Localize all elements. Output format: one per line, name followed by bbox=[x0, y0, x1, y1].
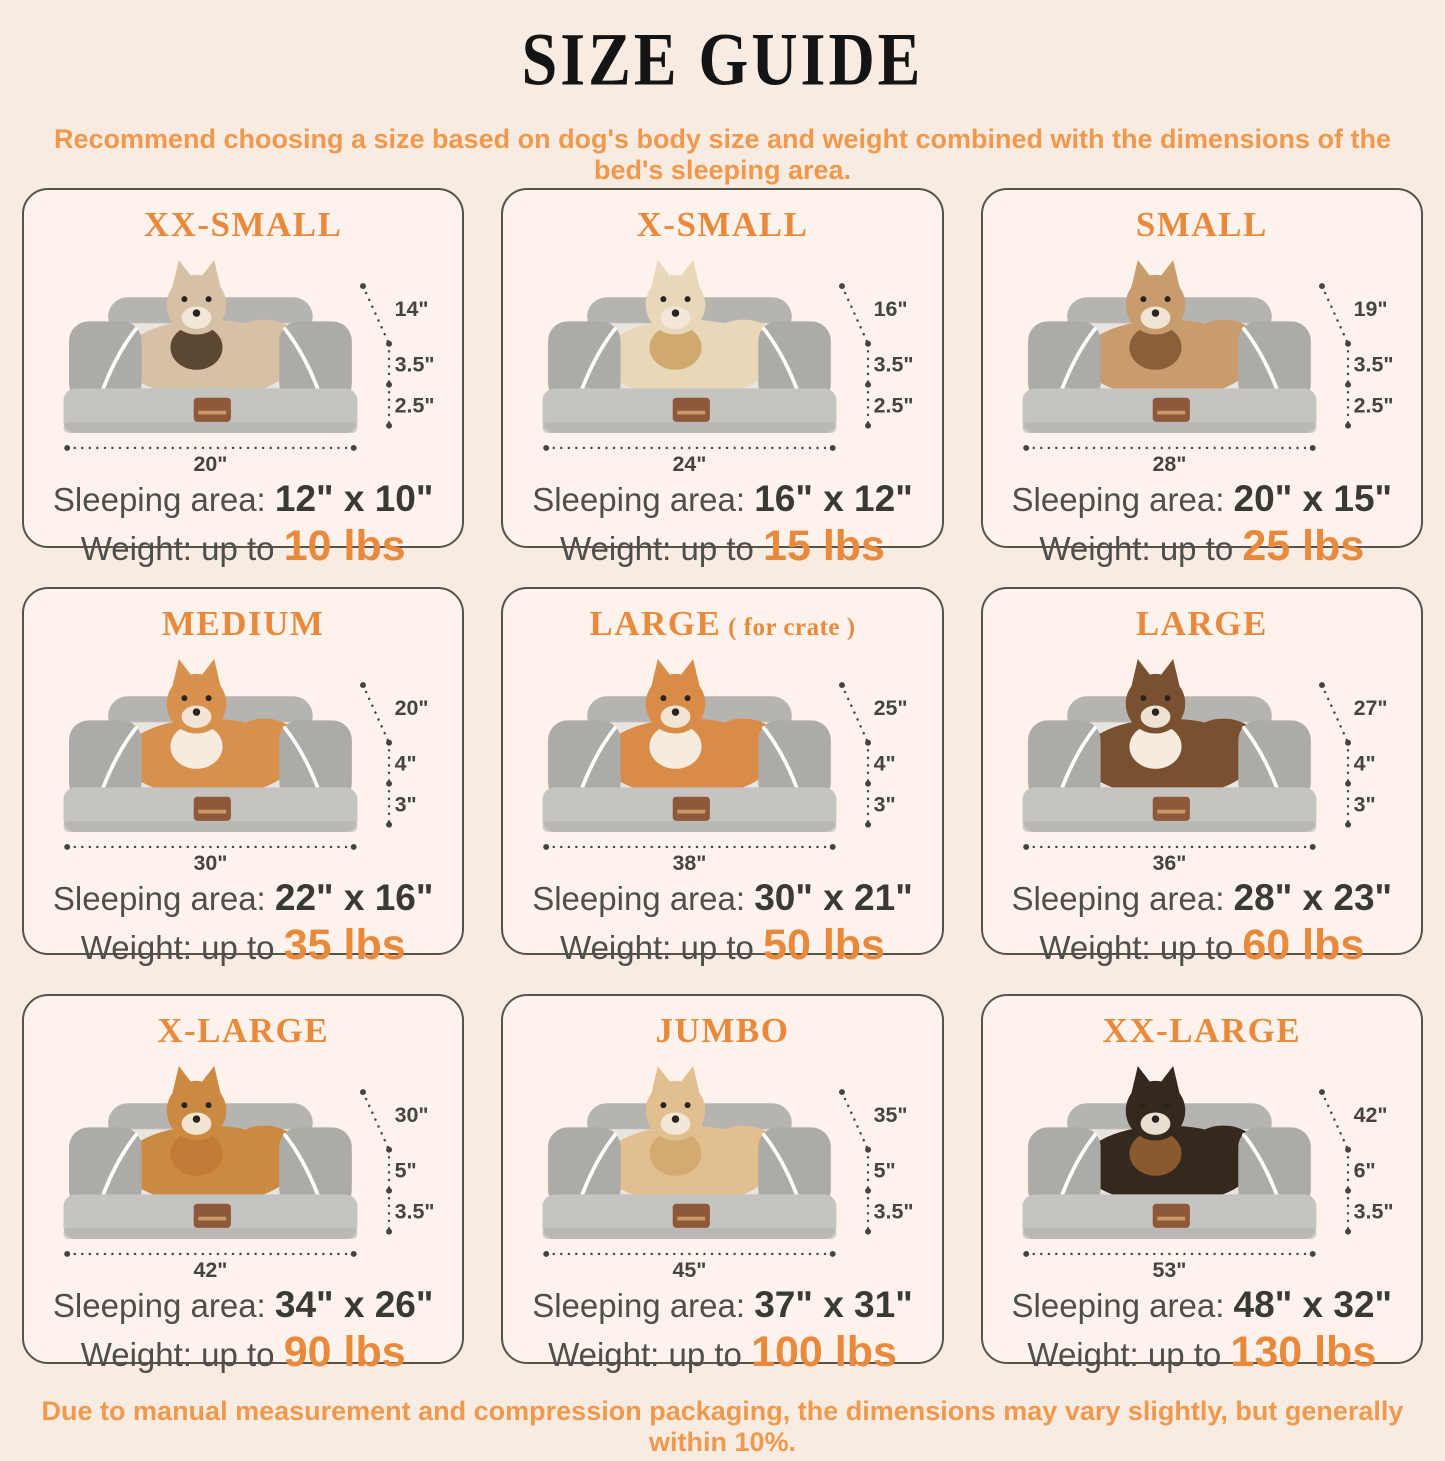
page-footnote: Due to manual measurement and compression packaging, the dimensions may vary slightly, but generally within 10%. bbox=[41, 1396, 1404, 1457]
weight-label: Weight: bbox=[560, 530, 672, 568]
size-label: XX-LARGE bbox=[1102, 1011, 1302, 1050]
weight-value: 60 lbs bbox=[1242, 921, 1365, 970]
size-card-title bbox=[162, 605, 325, 644]
weight-upto-label: up to bbox=[201, 530, 275, 568]
brand-patch bbox=[673, 796, 710, 820]
size-card-x-small bbox=[501, 188, 943, 571]
pet-eye-left bbox=[1140, 1102, 1146, 1108]
length-dim-line bbox=[1322, 1092, 1348, 1150]
brand-patch-stripe bbox=[199, 1216, 227, 1220]
length-dim-label: 27" bbox=[1353, 695, 1388, 720]
weight-upto-label: up to bbox=[201, 929, 275, 967]
bed-illustration bbox=[1002, 1053, 1402, 1280]
pet-nose bbox=[672, 1115, 679, 1122]
bed-diagram bbox=[1002, 646, 1402, 873]
sleeping-area-line bbox=[532, 477, 913, 521]
sleeping-area-value: 16" x 12" bbox=[754, 477, 913, 519]
pet-nose bbox=[1152, 1115, 1159, 1122]
pet-eye-left bbox=[1140, 695, 1146, 701]
pet-eye-left bbox=[661, 296, 667, 302]
sleeping-area-label: Sleeping area: bbox=[52, 879, 266, 917]
size-label: X-LARGE bbox=[157, 1011, 330, 1050]
size-card-title bbox=[1136, 206, 1268, 245]
size-label: JUMBO bbox=[655, 1011, 790, 1050]
sleeping-area-value: 20" x 15" bbox=[1233, 477, 1393, 519]
size-card-large bbox=[981, 587, 1423, 970]
weight-value: 90 lbs bbox=[283, 1328, 406, 1377]
bed-base-shadow bbox=[1022, 820, 1316, 831]
brand-patch-stripe bbox=[199, 410, 227, 414]
size-label: LARGE bbox=[1135, 604, 1268, 643]
weight-label: Weight: bbox=[80, 530, 192, 568]
pet-eye-right bbox=[206, 1102, 212, 1108]
brand-patch bbox=[673, 397, 710, 421]
bed-diagram bbox=[1002, 247, 1402, 474]
size-card-medium bbox=[22, 587, 464, 970]
width-dim-label: 42" bbox=[193, 1257, 228, 1280]
bolster-height-label: 6" bbox=[1353, 1158, 1376, 1183]
width-dim-label: 28" bbox=[1152, 451, 1187, 474]
width-dim-label: 53" bbox=[1152, 1257, 1187, 1280]
length-dim-label: 30" bbox=[394, 1102, 429, 1127]
size-card-xx-small bbox=[22, 188, 464, 571]
bed-illustration bbox=[43, 247, 443, 474]
weight-label: Weight: bbox=[80, 1336, 192, 1374]
weight-line bbox=[1027, 1328, 1376, 1377]
length-dim-label: 20" bbox=[394, 695, 429, 720]
brand-patch-stripe bbox=[678, 410, 706, 414]
brand-patch bbox=[1153, 1203, 1190, 1227]
base-height-label: 3.5" bbox=[394, 1199, 435, 1224]
bed-illustration bbox=[522, 1053, 922, 1280]
size-label: XX-SMALL bbox=[143, 205, 343, 244]
bolster-height-label: 4" bbox=[1353, 751, 1376, 776]
sleeping-area-label: Sleeping area: bbox=[1011, 879, 1225, 917]
brand-patch-stripe bbox=[1157, 1216, 1185, 1220]
brand-patch-stripe bbox=[1157, 809, 1185, 813]
pet-eye-right bbox=[206, 296, 212, 302]
brand-patch-stripe bbox=[199, 809, 227, 813]
bolster-height-label: 3.5" bbox=[874, 352, 914, 377]
pet-eye-right bbox=[685, 695, 691, 701]
length-dim-label: 16" bbox=[874, 296, 909, 321]
weight-label: Weight: bbox=[1027, 1336, 1139, 1374]
pet-nose bbox=[193, 1115, 200, 1122]
sleeping-area-line bbox=[53, 477, 434, 521]
bed-diagram bbox=[522, 247, 922, 474]
bed-diagram bbox=[522, 1053, 922, 1280]
bed-illustration bbox=[1002, 247, 1402, 474]
pet-nose bbox=[193, 708, 200, 715]
sleeping-area-value: 48" x 32" bbox=[1233, 1283, 1393, 1325]
pet-nose bbox=[1152, 708, 1159, 715]
size-card-large bbox=[501, 587, 943, 970]
weight-upto-label: up to bbox=[1147, 1336, 1222, 1374]
base-height-label: 3.5" bbox=[1353, 1199, 1394, 1224]
sleeping-area-label: Sleeping area: bbox=[52, 1286, 266, 1324]
weight-upto-label: up to bbox=[1159, 530, 1234, 568]
weight-line bbox=[560, 921, 885, 970]
weight-value: 35 lbs bbox=[283, 921, 406, 970]
sleeping-area-value: 30" x 21" bbox=[754, 876, 913, 918]
base-height-label: 3" bbox=[874, 792, 897, 817]
bed-diagram bbox=[1002, 1053, 1402, 1280]
sleeping-area-label: Sleeping area: bbox=[532, 879, 746, 917]
sleeping-area-label: Sleeping area: bbox=[1011, 1286, 1225, 1324]
sleeping-area-value: 34" x 26" bbox=[274, 1283, 434, 1325]
pet-eye-right bbox=[1164, 1102, 1170, 1108]
bed-base-shadow bbox=[1022, 421, 1316, 432]
length-dim-line bbox=[1322, 286, 1348, 344]
sleeping-area-line bbox=[1012, 876, 1393, 920]
size-card-x-large bbox=[22, 994, 464, 1377]
width-dim-label: 30" bbox=[193, 850, 228, 873]
weight-label: Weight: bbox=[560, 929, 672, 967]
length-dim-line bbox=[1322, 685, 1348, 743]
pet-eye-left bbox=[182, 1102, 188, 1108]
bed-base-shadow bbox=[1022, 1227, 1316, 1238]
sleeping-area-value: 12" x 10" bbox=[274, 477, 434, 519]
size-card-jumbo bbox=[501, 994, 943, 1377]
weight-label: Weight: bbox=[80, 929, 192, 967]
length-dim-label: 35" bbox=[874, 1102, 909, 1127]
size-label: SMALL bbox=[1135, 205, 1268, 244]
weight-line bbox=[560, 522, 885, 571]
pet-eye-left bbox=[661, 695, 667, 701]
pet-eye-left bbox=[1140, 296, 1146, 302]
bolster-height-label: 5" bbox=[394, 1158, 417, 1183]
sleeping-area-value: 22" x 16" bbox=[274, 876, 434, 918]
sleeping-area-line bbox=[532, 1283, 913, 1327]
bolster-height-label: 3.5" bbox=[1353, 352, 1394, 377]
bed-illustration bbox=[522, 646, 922, 873]
sleeping-area-line bbox=[1012, 1283, 1393, 1327]
weight-value: 25 lbs bbox=[1242, 522, 1365, 571]
page-title: SIZE GUIDE bbox=[521, 17, 924, 101]
length-dim-line bbox=[842, 286, 868, 344]
sleeping-area-label: Sleeping area: bbox=[52, 480, 266, 518]
brand-patch bbox=[1153, 796, 1190, 820]
weight-value: 130 lbs bbox=[1230, 1328, 1377, 1377]
sleeping-area-value: 37" x 31" bbox=[754, 1283, 913, 1325]
length-dim-label: 19" bbox=[1353, 296, 1388, 321]
bed-base-shadow bbox=[64, 820, 358, 831]
base-height-label: 3.5" bbox=[874, 1199, 914, 1224]
bolster-height-label: 4" bbox=[394, 751, 417, 776]
pet-eye-right bbox=[206, 695, 212, 701]
pet-eye-left bbox=[182, 695, 188, 701]
pet-eye-right bbox=[685, 1102, 691, 1108]
page-subtitle: Recommend choosing a size based on dog's body size and weight combined with the dimensions of the bed's sleeping area. bbox=[53, 124, 1392, 185]
weight-label: Weight: bbox=[1039, 929, 1151, 967]
bed-base-shadow bbox=[64, 421, 358, 432]
bolster-height-label: 3.5" bbox=[394, 352, 435, 377]
sleeping-area-label: Sleeping area: bbox=[532, 1286, 746, 1324]
brand-patch bbox=[194, 397, 231, 421]
base-height-label: 2.5" bbox=[394, 393, 435, 418]
bed-base-shadow bbox=[543, 820, 837, 831]
weight-value: 50 lbs bbox=[763, 921, 885, 970]
sleeping-area-label: Sleeping area: bbox=[1011, 480, 1225, 518]
size-card-title bbox=[144, 206, 343, 245]
length-dim-label: 25" bbox=[874, 695, 909, 720]
length-dim-line bbox=[842, 1092, 868, 1150]
brand-patch bbox=[194, 796, 231, 820]
pet-nose bbox=[672, 309, 679, 316]
pet-eye-right bbox=[685, 296, 691, 302]
size-label: LARGE bbox=[589, 604, 722, 643]
bed-diagram bbox=[522, 646, 922, 873]
base-height-label: 3" bbox=[1353, 792, 1376, 817]
size-card-title bbox=[589, 605, 855, 644]
length-dim-line bbox=[363, 286, 389, 344]
size-label-suffix: ( for crate ) bbox=[721, 614, 856, 641]
length-dim-label: 14" bbox=[394, 296, 429, 321]
size-guide-grid bbox=[22, 188, 1423, 1377]
length-dim-line bbox=[363, 685, 389, 743]
bolster-height-label: 4" bbox=[874, 751, 897, 776]
length-dim-line bbox=[363, 1092, 389, 1150]
length-dim-label: 42" bbox=[1353, 1102, 1388, 1127]
pet-nose bbox=[1152, 309, 1159, 316]
weight-value: 15 lbs bbox=[763, 522, 885, 571]
size-card-title bbox=[637, 206, 809, 245]
weight-upto-label: up to bbox=[680, 530, 754, 568]
brand-patch-stripe bbox=[678, 1216, 706, 1220]
bolster-height-label: 5" bbox=[874, 1158, 897, 1183]
weight-value: 100 lbs bbox=[751, 1328, 897, 1377]
weight-upto-label: up to bbox=[201, 1336, 275, 1374]
bed-illustration bbox=[43, 1053, 443, 1280]
pet-nose bbox=[193, 309, 200, 316]
width-dim-label: 20" bbox=[193, 451, 228, 474]
weight-value: 10 lbs bbox=[283, 522, 406, 571]
weight-line bbox=[1039, 522, 1364, 571]
weight-upto-label: up to bbox=[668, 1336, 742, 1374]
size-label: X-SMALL bbox=[636, 205, 809, 244]
brand-patch bbox=[194, 1203, 231, 1227]
size-card-small bbox=[981, 188, 1423, 571]
width-dim-label: 45" bbox=[672, 1257, 707, 1280]
sleeping-area-line bbox=[1012, 477, 1393, 521]
pet-eye-right bbox=[1164, 296, 1170, 302]
size-card-title bbox=[1136, 605, 1268, 644]
bed-diagram bbox=[43, 247, 443, 474]
size-card-title bbox=[656, 1012, 790, 1051]
brand-patch-stripe bbox=[1157, 410, 1185, 414]
sleeping-area-line bbox=[53, 1283, 434, 1327]
bed-base-shadow bbox=[543, 421, 837, 432]
size-card-title bbox=[1102, 1012, 1301, 1051]
weight-label: Weight: bbox=[1039, 530, 1151, 568]
base-height-label: 2.5" bbox=[1353, 393, 1394, 418]
bed-base-shadow bbox=[64, 1227, 358, 1238]
pet-eye-left bbox=[661, 1102, 667, 1108]
weight-line bbox=[81, 522, 406, 571]
brand-patch bbox=[673, 1203, 710, 1227]
pet-eye-left bbox=[182, 296, 188, 302]
weight-line bbox=[81, 921, 406, 970]
weight-label: Weight: bbox=[548, 1336, 660, 1374]
pet-nose bbox=[672, 708, 679, 715]
sleeping-area-line bbox=[532, 876, 913, 920]
sleeping-area-value: 28" x 23" bbox=[1233, 876, 1393, 918]
length-dim-line bbox=[842, 685, 868, 743]
sleeping-area-label: Sleeping area: bbox=[532, 480, 746, 518]
bed-illustration bbox=[43, 646, 443, 873]
pet-eye-right bbox=[1164, 695, 1170, 701]
weight-line bbox=[548, 1328, 897, 1377]
width-dim-label: 36" bbox=[1152, 850, 1187, 873]
base-height-label: 2.5" bbox=[874, 393, 914, 418]
size-label: MEDIUM bbox=[161, 604, 325, 643]
size-card-title bbox=[157, 1012, 329, 1051]
bed-diagram bbox=[43, 646, 443, 873]
base-height-label: 3" bbox=[394, 792, 417, 817]
brand-patch-stripe bbox=[678, 809, 706, 813]
weight-upto-label: up to bbox=[680, 929, 754, 967]
width-dim-label: 38" bbox=[672, 850, 707, 873]
size-card-xx-large bbox=[981, 994, 1423, 1377]
bed-base-shadow bbox=[543, 1227, 837, 1238]
width-dim-label: 24" bbox=[672, 451, 707, 474]
sleeping-area-line bbox=[53, 876, 434, 920]
weight-line bbox=[1039, 921, 1364, 970]
bed-illustration bbox=[1002, 646, 1402, 873]
bed-diagram bbox=[43, 1053, 443, 1280]
weight-upto-label: up to bbox=[1159, 929, 1234, 967]
brand-patch bbox=[1153, 397, 1190, 421]
bed-illustration bbox=[522, 247, 922, 474]
weight-line bbox=[81, 1328, 406, 1377]
